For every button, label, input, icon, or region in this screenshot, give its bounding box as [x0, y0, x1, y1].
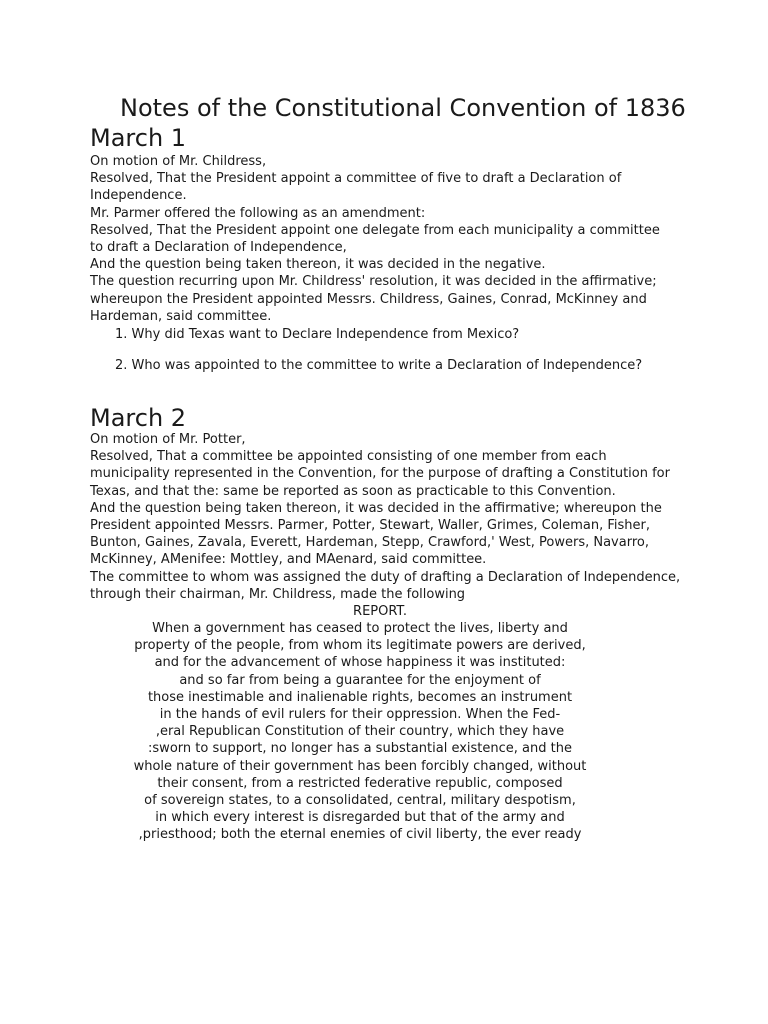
text-line: The question recurring upon Mr. Childress' resolution, it was decided in the affirmative;: [90, 274, 657, 290]
text-line: Hardeman, said committee.: [90, 308, 272, 324]
report-heading: REPORT.: [353, 604, 407, 619]
report-line: whole nature of their government has been forcibly changed, without: [133, 758, 587, 774]
text-line: On motion of Mr. Childress,: [90, 154, 267, 169]
report-line: and for the advancement of whose happiness it was instituted:: [154, 655, 566, 671]
text-line: Resolved, That the President appoint a committee of five to draft a Declaration of: [90, 171, 622, 187]
text-line: Independence.: [90, 188, 187, 204]
text-line: Texas, and that the: same be reported as soon as practicable to this Convention.: [90, 483, 616, 499]
march2-body: [90, 431, 690, 603]
march1-heading: March 1: [90, 124, 187, 152]
text-line: The committee to whom was assigned the duty of drafting a Declaration of Independence,: [90, 569, 681, 585]
report-heading-wrap: [95, 603, 665, 620]
report-line: their consent, from a restricted federative republic, composed: [157, 775, 563, 791]
text-line: to draft a Declaration of Independence,: [90, 240, 347, 256]
report-line: and so far from being a guarantee for the enjoyment of: [179, 672, 541, 688]
text-line: McKinney, AMenifee: Mottley, and MAenard, said committee.: [90, 552, 487, 568]
text-line: Resolved, That a committee be appointed consisting of one member from each: [90, 449, 607, 465]
question-2: 2. Who was appointed to the committee to write a Declaration of Independence?: [115, 358, 643, 373]
text-line: On motion of Mr. Potter,: [90, 432, 246, 447]
report-line: When a government has ceased to protect the lives, liberty and: [152, 621, 568, 636]
text-line: whereupon the President appointed Messrs. Childress, Gaines, Conrad, McKinney and: [90, 291, 647, 307]
text-line: Resolved, That the President appoint one delegate from each municipality a committee: [90, 222, 660, 238]
report-line: property of the people, from whom its legitimate powers are derived,: [134, 638, 586, 654]
report-line: ,eral Republican Constitution of their country, which they have: [155, 724, 565, 740]
text-line: through their chairman, Mr. Childress, made the following: [90, 586, 466, 602]
report-line: :sworn to support, no longer has a substantial existence, and the: [148, 741, 572, 757]
report-line: in the hands of evil rulers for their oppression. When the Fed-: [159, 707, 561, 723]
text-line: And the question being taken thereon, it was decided in the affirmative; whereupon the: [90, 500, 662, 516]
question-1: 1. Why did Texas want to Declare Independence from Mexico?: [115, 327, 520, 342]
report-line: ,priesthood; both the eternal enemies of civil liberty, the ever ready: [138, 827, 582, 843]
text-line: Mr. Parmer offered the following as an amendment:: [90, 205, 426, 221]
report-line: in which every interest is disregarded but that of the army and: [155, 810, 565, 826]
report-body: [75, 620, 645, 844]
march2-heading: March 2: [90, 404, 187, 432]
report-line: of sovereign states, to a consolidated, central, military despotism,: [144, 793, 576, 809]
text-line: And the question being taken thereon, it was decided in the negative.: [90, 257, 546, 273]
text-line: President appointed Messrs. Parmer, Potter, Stewart, Waller, Grimes, Coleman, Fisher,: [90, 518, 651, 534]
text-line: Bunton, Gaines, Zavala, Everett, Hardeman, Stepp, Crawford,' West, Powers, Navarro,: [90, 535, 649, 551]
page-title: Notes of the Constitutional Convention of 1836: [120, 94, 686, 122]
text-line: municipality represented in the Convention, for the purpose of drafting a Constitution for: [90, 466, 670, 482]
report-line: those inestimable and inalienable rights, becomes an instrument: [147, 689, 573, 705]
march1-body: [90, 153, 690, 325]
